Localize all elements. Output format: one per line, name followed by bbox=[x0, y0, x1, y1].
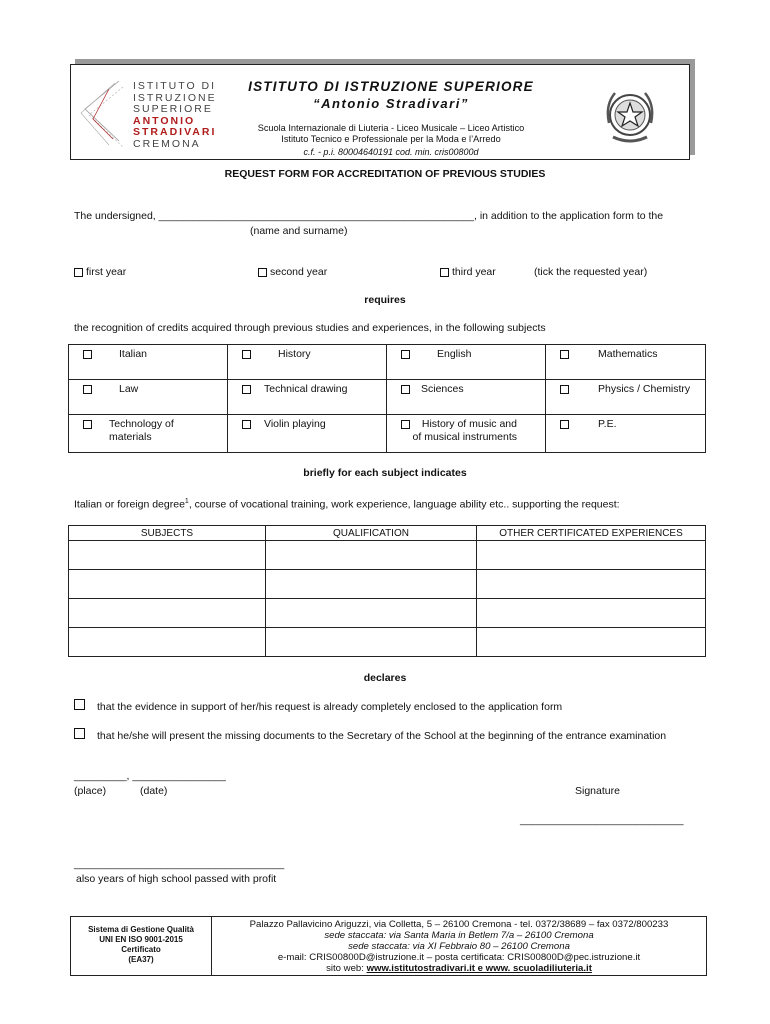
table-row bbox=[69, 570, 706, 599]
declaration-1[interactable]: that the evidence in support of her/his request is already completely enclosed to the application form bbox=[74, 699, 562, 713]
website: sito web: www.istitutostradivari.it e www. scuoladiliuteria.it bbox=[326, 963, 592, 974]
footnote-ref: 1 bbox=[184, 498, 189, 505]
checkbox-icon[interactable] bbox=[560, 420, 569, 429]
subject-cell[interactable]: Mathematics bbox=[546, 345, 706, 380]
school-title: ISTITUTO DI ISTRUZIONE SUPERIORE bbox=[248, 79, 534, 94]
experience-table bbox=[68, 525, 706, 657]
school-logo bbox=[133, 81, 217, 150]
checkbox-icon[interactable] bbox=[83, 350, 92, 359]
checkbox-icon[interactable] bbox=[74, 728, 85, 739]
column-header: SUBJECTS bbox=[69, 526, 266, 541]
footnote-text: also years of high school passed with profit bbox=[76, 873, 277, 885]
checkbox-icon[interactable] bbox=[74, 268, 83, 277]
subject-cell[interactable]: Technical drawing bbox=[228, 380, 387, 415]
input-cell[interactable] bbox=[266, 628, 477, 657]
requires-heading: requires bbox=[364, 294, 406, 306]
checkbox-icon[interactable] bbox=[242, 420, 251, 429]
recognition-text: the recognition of credits acquired through previous studies and experiences, in the following subjects bbox=[74, 322, 546, 334]
subject-cell[interactable]: Law bbox=[69, 380, 228, 415]
table-row bbox=[69, 599, 706, 628]
logo-line: ANTONIO bbox=[133, 114, 196, 127]
logo-line: SUPERIORE bbox=[133, 103, 213, 115]
subject-cell[interactable]: Technology of materials bbox=[69, 415, 228, 453]
input-cell[interactable] bbox=[266, 541, 477, 570]
footnote-divider: ____________________________________ bbox=[74, 858, 285, 870]
supporting-text: Italian or foreign degree$^1$, course of vocational training, work experience, language ability etc.. supporting the request: bbox=[74, 498, 620, 511]
year-option-third[interactable]: third year bbox=[440, 266, 496, 278]
input-cell[interactable] bbox=[69, 599, 266, 628]
school-codes: c.f. - p.i. 80004640191 cod. min. cris00800d bbox=[303, 147, 479, 157]
table-row bbox=[69, 628, 706, 657]
year-hint: (tick the requested year) bbox=[534, 266, 648, 278]
school-contacts bbox=[212, 916, 707, 976]
email-contacts: e-mail: CRIS00800D@istruzione.it – posta certificata: CRIS00800D@pec.istruzione.it bbox=[277, 952, 641, 963]
column-header: OTHER CERTIFICATED EXPERIENCES bbox=[477, 526, 706, 541]
checkbox-icon[interactable] bbox=[242, 350, 251, 359]
logo-line: ISTRUZIONE bbox=[133, 91, 217, 104]
school-institute: Istituto Tecnico e Professionale per la Moda e l’Arredo bbox=[281, 134, 501, 144]
subject-cell[interactable]: Violin playing bbox=[228, 415, 387, 453]
name-hint: (name and surname) bbox=[250, 225, 348, 237]
input-cell[interactable] bbox=[477, 570, 706, 599]
briefly-heading: briefly for each subject indicates bbox=[303, 467, 467, 479]
input-cell[interactable] bbox=[266, 570, 477, 599]
year-option-first[interactable]: first year bbox=[74, 266, 126, 278]
declaration-2[interactable]: that he/she will present the missing documents to the Secretary of the School at the beginning of the entrance examination bbox=[74, 728, 666, 742]
input-cell[interactable] bbox=[69, 541, 266, 570]
signature-label: Signature bbox=[575, 785, 620, 797]
checkbox-icon[interactable] bbox=[560, 350, 569, 359]
subject-cell[interactable]: Italian bbox=[69, 345, 228, 380]
subject-cell[interactable]: History bbox=[228, 345, 387, 380]
checkbox-icon[interactable] bbox=[83, 420, 92, 429]
checkbox-icon[interactable] bbox=[401, 385, 410, 394]
subject-cell[interactable]: History of music and of musical instruments bbox=[387, 415, 546, 453]
school-programs: Scuola Internazionale di Liuteria - Liceo Musicale – Liceo Artistico bbox=[257, 123, 525, 133]
input-cell[interactable] bbox=[69, 628, 266, 657]
table-row bbox=[69, 541, 706, 570]
year-option-second[interactable]: second year bbox=[258, 266, 327, 278]
quality-certification: Sistema di Gestione Qualità UNI EN ISO 9001-2015 Certificato (EA37) bbox=[70, 916, 212, 976]
input-cell[interactable] bbox=[266, 599, 477, 628]
logo-mark-icon bbox=[79, 79, 127, 149]
place-label: (place) bbox=[74, 785, 107, 797]
input-cell[interactable] bbox=[477, 599, 706, 628]
checkbox-icon[interactable] bbox=[74, 699, 85, 710]
checkbox-icon[interactable] bbox=[440, 268, 449, 277]
date-label: (date) bbox=[140, 785, 168, 797]
republic-emblem-icon bbox=[601, 83, 659, 151]
logo-line: STRADIVARI bbox=[133, 126, 217, 138]
branch-address: sede staccata: via Santa Maria in Betlem 7/a – 26100 Cremona bbox=[324, 930, 594, 941]
input-cell[interactable] bbox=[477, 628, 706, 657]
form-title: REQUEST FORM FOR ACCREDITATION OF PREVIOUS STUDIES bbox=[224, 168, 546, 180]
checkbox-icon[interactable] bbox=[258, 268, 267, 277]
subject-cell[interactable]: P.E. bbox=[546, 415, 706, 453]
signature-line[interactable]: ____________________________ bbox=[520, 814, 684, 826]
input-cell[interactable] bbox=[69, 570, 266, 599]
checkbox-icon[interactable] bbox=[83, 385, 92, 394]
subject-cell[interactable]: English bbox=[387, 345, 546, 380]
checkbox-icon[interactable] bbox=[401, 420, 410, 429]
subjects-table bbox=[68, 344, 706, 453]
place-date-line[interactable]: _________, ________________ bbox=[74, 770, 226, 782]
website-link[interactable]: www.istitutostradivari.it e www. scuoladiliuteria.it bbox=[366, 963, 592, 974]
branch-address: sede staccata: via XI Febbraio 80 – 26100 Cremona bbox=[348, 941, 570, 952]
subject-cell[interactable]: Sciences bbox=[387, 380, 546, 415]
declares-heading: declares bbox=[363, 672, 407, 684]
school-subtitle: “Antonio Stradivari” bbox=[313, 96, 469, 111]
logo-line: CREMONA bbox=[133, 137, 201, 150]
school-header bbox=[70, 64, 690, 160]
column-header: QUALIFICATION bbox=[266, 526, 477, 541]
subject-cell[interactable]: Physics / Chemistry bbox=[546, 380, 706, 415]
input-cell[interactable] bbox=[477, 541, 706, 570]
checkbox-icon[interactable] bbox=[242, 385, 251, 394]
undersigned-line: The undersigned, ______________________________________________________, in addition to the application form to the bbox=[74, 210, 664, 222]
logo-line: ISTITUTO DI bbox=[133, 80, 217, 92]
address: Palazzo Pallavicino Ariguzzi, via Colletta, 5 – 26100 Cremona - tel. 0372/38689 – fax 0372/800233 bbox=[249, 919, 669, 930]
checkbox-icon[interactable] bbox=[401, 350, 410, 359]
checkbox-icon[interactable] bbox=[560, 385, 569, 394]
